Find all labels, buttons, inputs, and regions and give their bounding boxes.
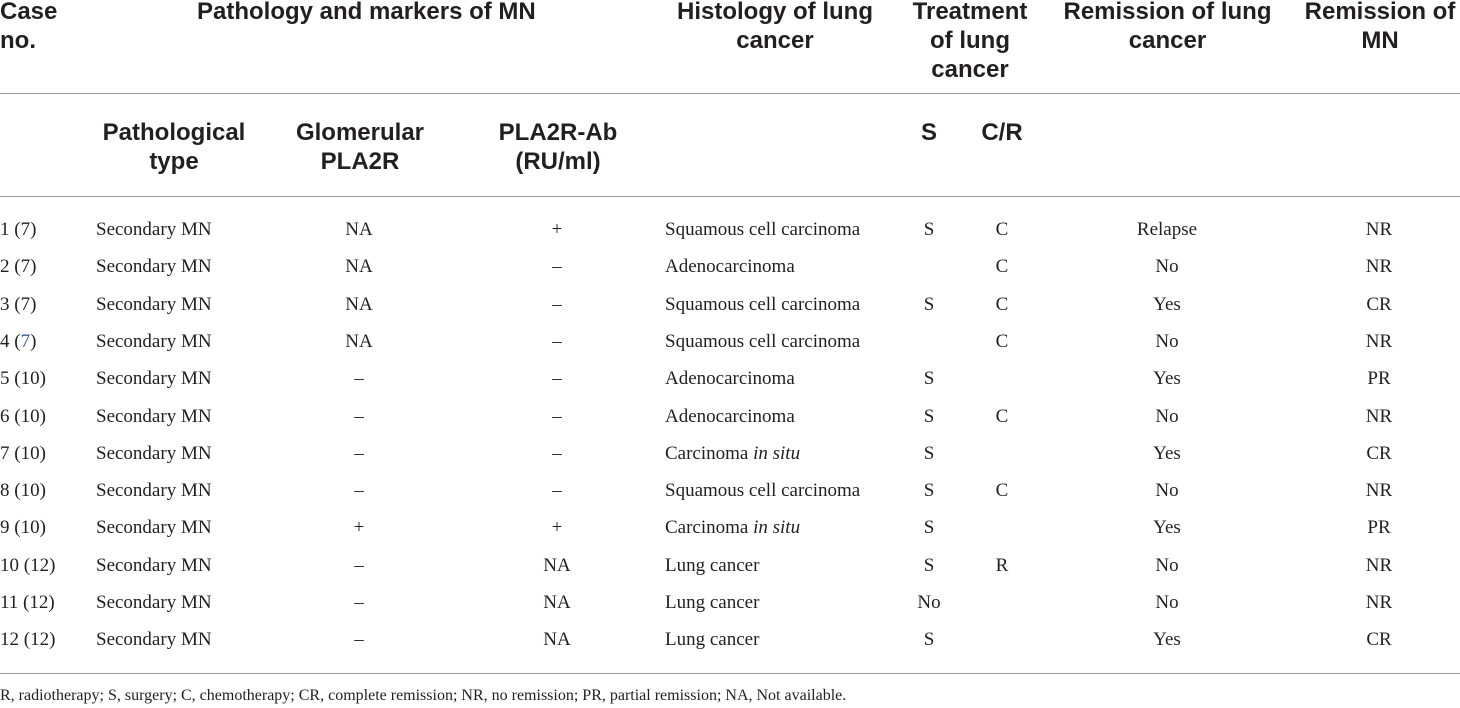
cell-case: 11 (12) bbox=[0, 592, 55, 613]
cell-remission-mn: NR bbox=[1365, 592, 1393, 613]
cell-pla2r-ab: – bbox=[552, 442, 562, 464]
cell-histology: Squamous cell carcinoma bbox=[665, 219, 861, 240]
cell-treatment-cr: R bbox=[995, 554, 1009, 576]
cell-case: 10 (12) bbox=[0, 554, 56, 576]
cell-histology: Squamous cell carcinoma bbox=[665, 330, 861, 352]
cell-treatment-s: S bbox=[923, 219, 935, 240]
cell-pathological-type: Secondary MN bbox=[96, 405, 212, 427]
cell-remission-mn: NR bbox=[1365, 330, 1393, 352]
header-remission-mn: Remission of MN bbox=[1304, 0, 1456, 54]
subheader-divider bbox=[0, 196, 1460, 197]
cell-pathological-type: Secondary MN bbox=[96, 517, 212, 539]
cell-treatment-cr: C bbox=[995, 293, 1009, 315]
cell-remission-lung: Yes bbox=[1153, 293, 1181, 315]
header-histology: Histology of lung cancer bbox=[677, 0, 873, 54]
header-divider bbox=[0, 93, 1460, 94]
cell-histology: Squamous cell carcinoma bbox=[665, 480, 861, 502]
cell-treatment-s: S bbox=[923, 517, 935, 539]
header-treatment: Treatment of lung cancer bbox=[912, 0, 1028, 83]
cell-histology: Adenocarcinoma bbox=[665, 368, 795, 390]
cell-remission-mn: CR bbox=[1366, 442, 1392, 464]
cell-remission-mn: NR bbox=[1365, 405, 1393, 427]
cell-glomerular-pla2r: – bbox=[354, 405, 364, 427]
cell-pla2r-ab: + bbox=[551, 219, 563, 240]
cell-pathological-type: Secondary MN bbox=[96, 219, 212, 240]
cell-case: 3 (7) bbox=[0, 293, 37, 315]
table-footnote: R, radiotherapy; S, surgery; C, chemotherapy; CR, complete remission; NR, no remission; PR, partial remission; NA, Not available. bbox=[0, 687, 847, 704]
cell-remission-lung: No bbox=[1155, 480, 1179, 502]
cell-pla2r-ab: + bbox=[551, 517, 563, 539]
cell-case: 9 (10) bbox=[0, 517, 46, 539]
cell-treatment-s: S bbox=[923, 629, 935, 651]
cell-remission-lung: No bbox=[1155, 330, 1179, 352]
subheader-pla2r-ab: PLA2R-Ab (RU/ml) bbox=[498, 119, 618, 175]
cell-case: 1 (7) bbox=[0, 219, 37, 240]
cell-treatment-s: S bbox=[923, 480, 935, 502]
cell-pathological-type: Secondary MN bbox=[96, 368, 212, 390]
cell-remission-lung: Yes bbox=[1153, 517, 1181, 539]
cell-treatment-s: S bbox=[923, 554, 935, 576]
cell-treatment-s: No bbox=[917, 592, 941, 613]
subheader-pathological-type: Pathological type bbox=[102, 119, 246, 175]
cell-pla2r-ab: – bbox=[552, 293, 562, 315]
cell-remission-mn: PR bbox=[1367, 517, 1391, 539]
cell-histology: Lung cancer bbox=[665, 592, 760, 613]
cell-remission-mn: NR bbox=[1365, 480, 1393, 502]
cell-remission-lung: Yes bbox=[1153, 442, 1181, 464]
cell-case: 4 (7) bbox=[0, 330, 37, 352]
cell-treatment-s: S bbox=[923, 442, 935, 464]
cell-pla2r-ab: – bbox=[552, 405, 562, 427]
cell-treatment-cr: C bbox=[995, 330, 1009, 352]
cell-pla2r-ab: NA bbox=[543, 592, 571, 613]
cell-treatment-s: S bbox=[923, 405, 935, 427]
cell-pathological-type: Secondary MN bbox=[96, 592, 212, 613]
cell-remission-lung: No bbox=[1155, 405, 1179, 427]
cell-remission-mn: CR bbox=[1366, 629, 1392, 651]
cell-glomerular-pla2r: – bbox=[354, 592, 364, 613]
cell-pla2r-ab: NA bbox=[543, 554, 571, 576]
cell-pathological-type: Secondary MN bbox=[96, 256, 212, 278]
cell-glomerular-pla2r: NA bbox=[345, 256, 373, 278]
cell-pla2r-ab: NA bbox=[543, 629, 571, 651]
cell-histology: Lung cancer bbox=[665, 554, 760, 576]
table-bottom-divider bbox=[0, 673, 1460, 674]
cell-case: 8 (10) bbox=[0, 480, 46, 502]
cell-treatment-s: S bbox=[923, 368, 935, 390]
cell-histology: Adenocarcinoma bbox=[665, 405, 795, 427]
cell-remission-lung: Yes bbox=[1153, 629, 1181, 651]
cell-glomerular-pla2r: – bbox=[354, 554, 364, 576]
cell-pla2r-ab: – bbox=[552, 480, 562, 502]
cell-case: 7 (10) bbox=[0, 442, 46, 464]
cell-remission-lung: No bbox=[1155, 256, 1179, 278]
cell-histology: Carcinoma in situ bbox=[665, 442, 801, 464]
cell-treatment-cr: C bbox=[995, 480, 1009, 502]
cell-histology: Squamous cell carcinoma bbox=[665, 293, 861, 315]
header-remission-lung: Remission of lung cancer bbox=[1063, 0, 1272, 54]
cell-remission-mn: CR bbox=[1366, 293, 1392, 315]
header-pathology: Pathology and markers of MN bbox=[197, 0, 536, 25]
cell-pathological-type: Secondary MN bbox=[96, 480, 212, 502]
cell-remission-lung: No bbox=[1155, 554, 1179, 576]
cell-pathological-type: Secondary MN bbox=[96, 330, 212, 352]
cell-treatment-cr: C bbox=[995, 405, 1009, 427]
cell-remission-mn: NR bbox=[1365, 554, 1393, 576]
cell-pla2r-ab: – bbox=[552, 330, 562, 352]
cell-pathological-type: Secondary MN bbox=[96, 554, 212, 576]
cell-glomerular-pla2r: NA bbox=[345, 219, 373, 240]
cell-remission-lung: Yes bbox=[1153, 368, 1181, 390]
cell-pathological-type: Secondary MN bbox=[96, 442, 212, 464]
cell-treatment-s: S bbox=[923, 293, 935, 315]
cell-glomerular-pla2r: – bbox=[354, 368, 364, 390]
subheader-glomerular-pla2r: Glomerular PLA2R bbox=[295, 119, 425, 175]
cell-glomerular-pla2r: NA bbox=[345, 293, 373, 315]
subheader-cr: C/R bbox=[981, 119, 1023, 146]
header-case-no: Case no. bbox=[0, 0, 58, 54]
cell-pla2r-ab: – bbox=[552, 368, 562, 390]
cell-pathological-type: Secondary MN bbox=[96, 293, 212, 315]
cell-case: 5 (10) bbox=[0, 368, 46, 390]
cell-pla2r-ab: – bbox=[552, 256, 562, 278]
cell-case: 6 (10) bbox=[0, 405, 46, 427]
cell-remission-mn: NR bbox=[1365, 219, 1393, 240]
cell-remission-mn: PR bbox=[1367, 368, 1391, 390]
cell-treatment-cr: C bbox=[995, 256, 1009, 278]
cell-glomerular-pla2r: – bbox=[354, 442, 364, 464]
cell-remission-lung: No bbox=[1155, 592, 1179, 613]
cell-glomerular-pla2r: + bbox=[353, 517, 365, 539]
cell-treatment-cr: C bbox=[995, 219, 1009, 240]
cell-case: 2 (7) bbox=[0, 256, 37, 278]
cell-remission-lung: Relapse bbox=[1136, 219, 1198, 240]
cell-pathological-type: Secondary MN bbox=[96, 629, 212, 651]
cell-histology: Lung cancer bbox=[665, 629, 760, 651]
cell-glomerular-pla2r: – bbox=[354, 629, 364, 651]
cell-glomerular-pla2r: – bbox=[354, 480, 364, 502]
subheader-s: S bbox=[920, 119, 937, 146]
cell-remission-mn: NR bbox=[1365, 256, 1393, 278]
cell-glomerular-pla2r: NA bbox=[345, 330, 373, 352]
cell-histology: Adenocarcinoma bbox=[665, 256, 795, 278]
cell-case: 12 (12) bbox=[0, 629, 56, 651]
cell-histology: Carcinoma in situ bbox=[665, 517, 801, 539]
